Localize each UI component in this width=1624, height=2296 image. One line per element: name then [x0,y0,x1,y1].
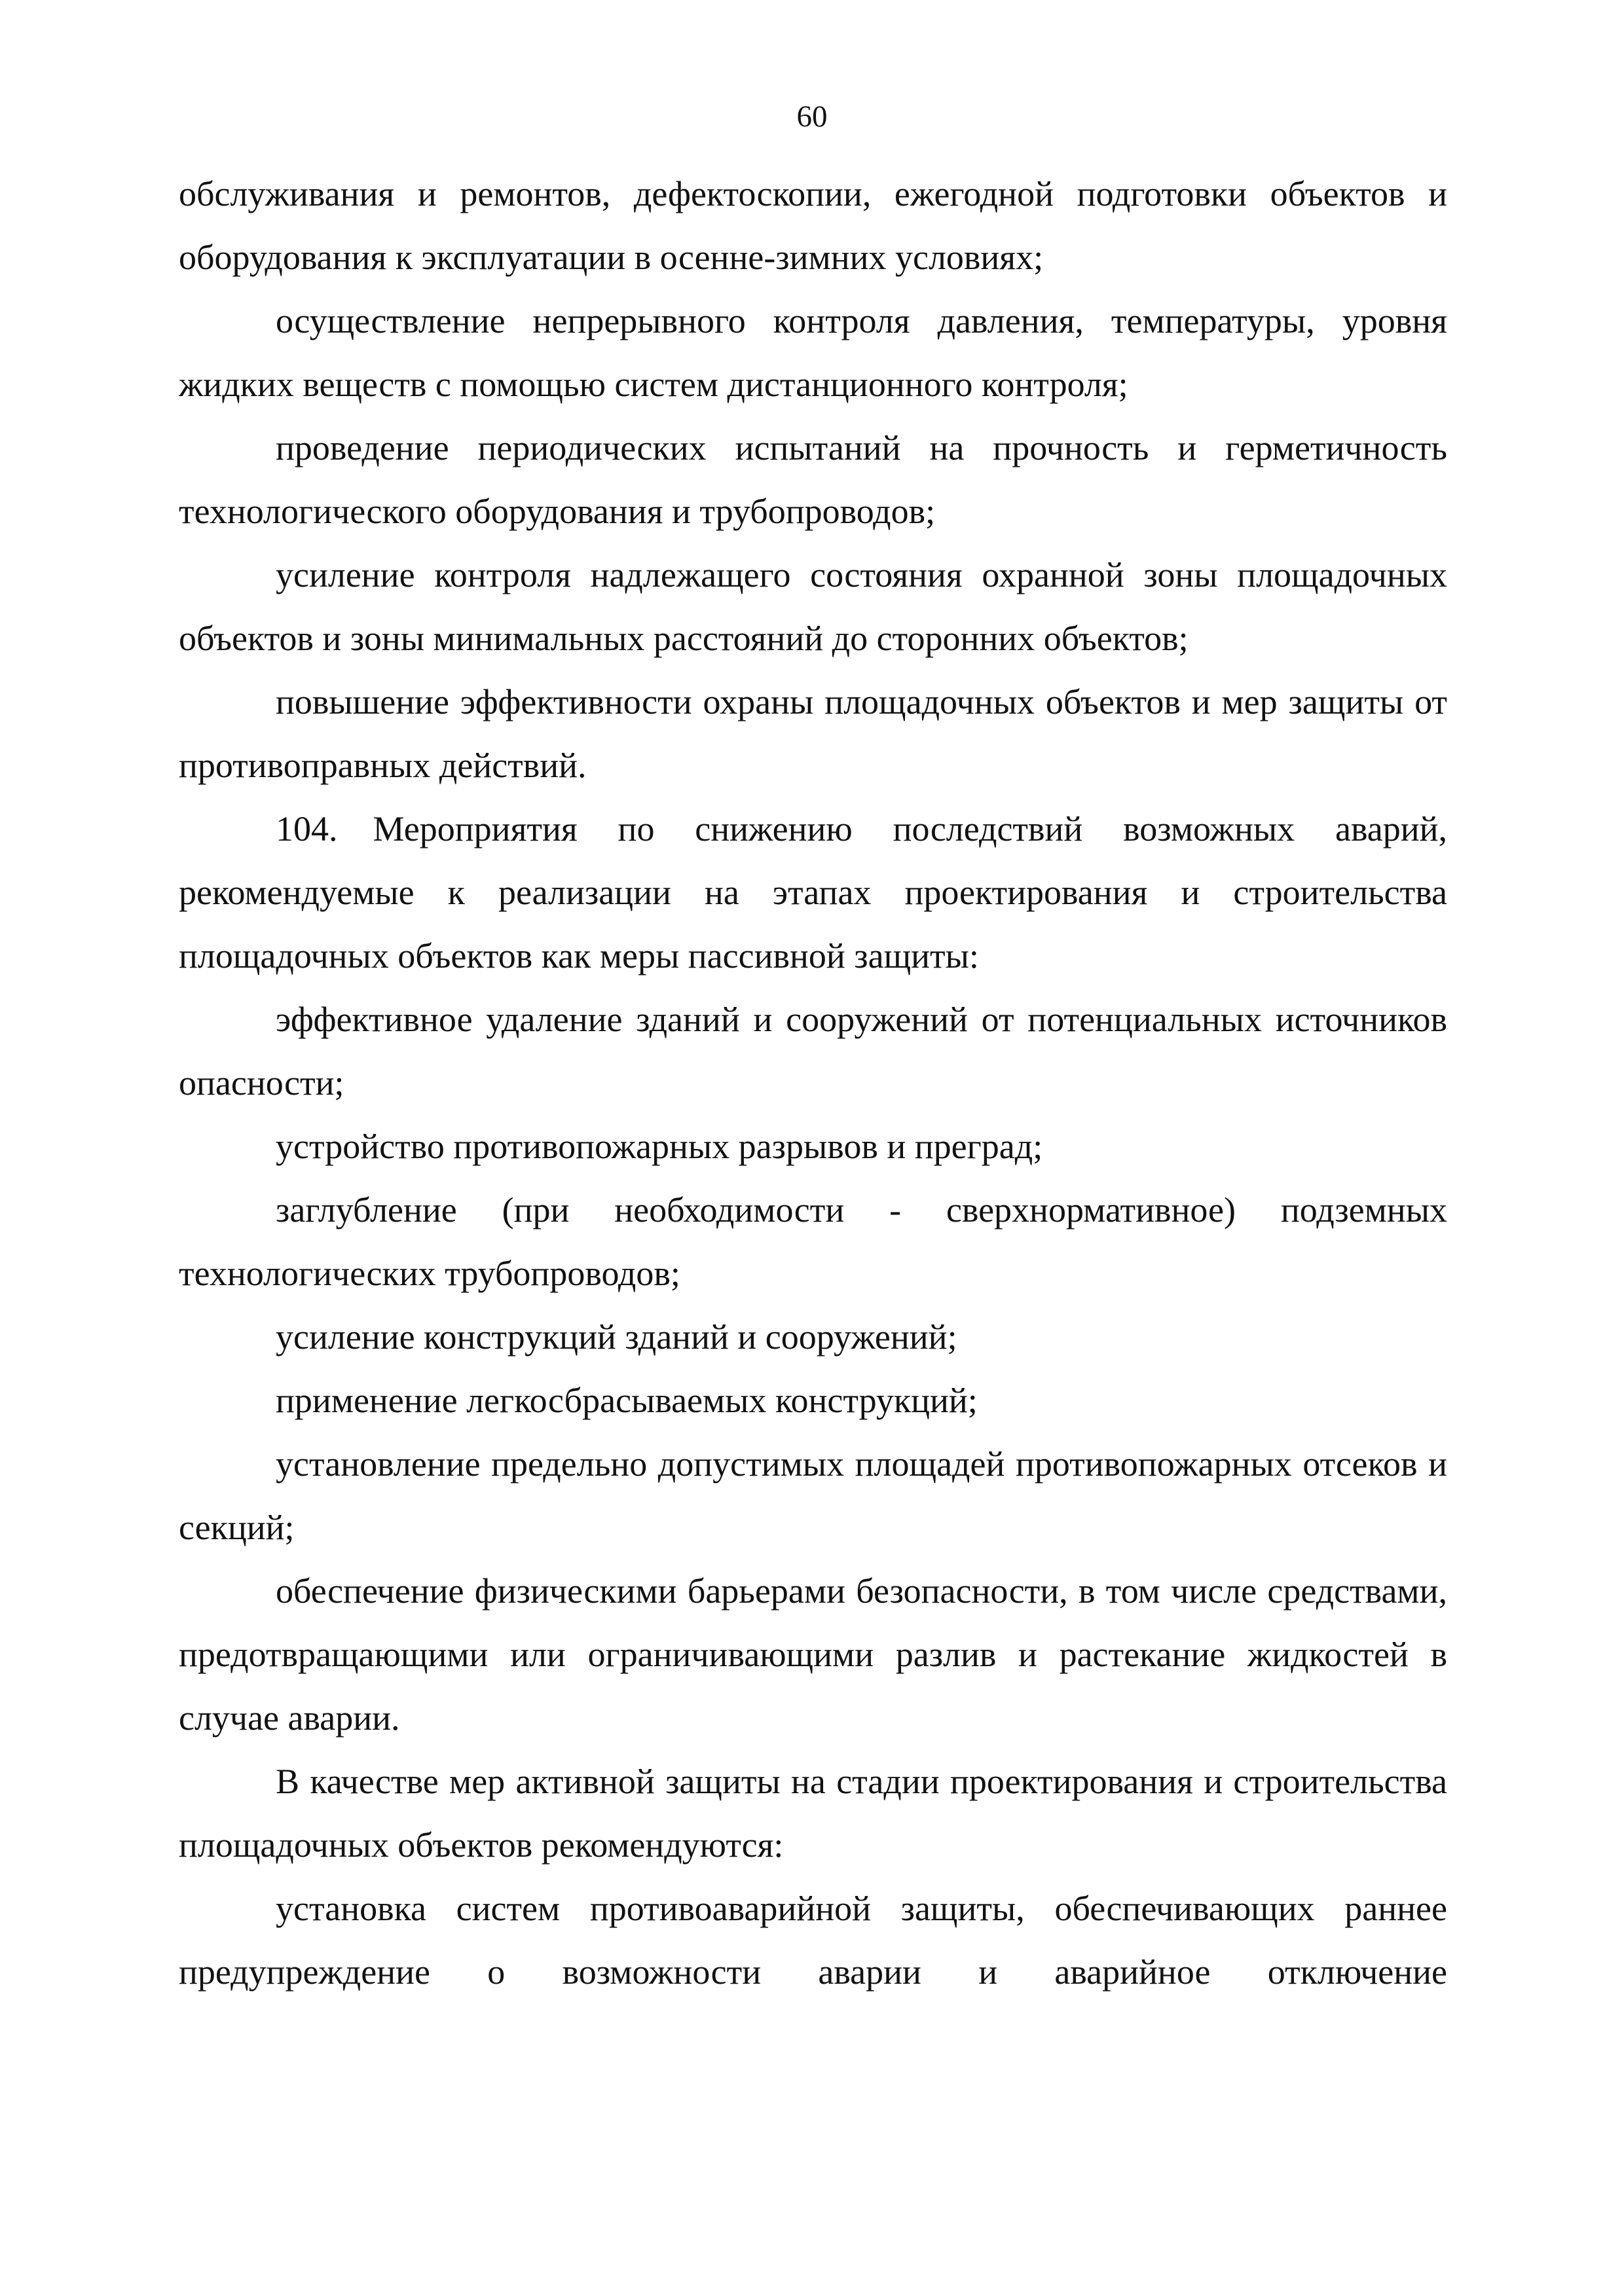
paragraph-list-item: установка систем противоаварийной защиты, обеспечивающих раннее предупреждение о возможности аварии и аварийное отключение [179,1889,1447,1992]
page-number: 60 [796,100,828,134]
paragraph-list-item: осуществление непрерывного контроля давления, температуры, уровня жидких веществ с помощью систем дистанционного контроля; [179,301,1447,404]
paragraph-list-item: установление предельно допустимых площадей противопожарных отсеков и секций; [179,1444,1447,1547]
paragraph-list-item: проведение периодических испытаний на прочность и герметичность технологического оборудования и трубопроводов; [179,428,1447,531]
paragraph-list-item: повышение эффективности охраны площадочных объектов и мер защиты от противоправных действий. [179,682,1447,785]
paragraph-clause-104: 104. Мероприятия по снижению последствий возможных аварий, рекомендуемые к реализации на этапах проектирования и строительства площадочных объектов как меры пассивной защиты: [179,809,1447,975]
paragraph-active-protection: В качестве мер активной защиты на стадии проектирования и строительства площадочных объектов рекомендуются: [179,1762,1447,1865]
paragraph-list-item: применение легкосбрасываемых конструкций; [276,1381,978,1420]
paragraph-list-item: усиление конструкций зданий и сооружений; [276,1317,957,1357]
document-body [179,162,1447,2004]
paragraph-list-item: заглубление (при необходимости - сверхнормативное) подземных технологических трубопроводов; [179,1190,1447,1293]
paragraph-list-item: усиление контроля надлежащего состояния охранной зоны площадочных объектов и зоны минимальных расстояний до сторонних объектов; [179,555,1447,658]
paragraph-list-item: обеспечение физическими барьерами безопасности, в том числе средствами, предотвращающими или ограничивающими разлив и растекание жидкостей в случае аварии. [179,1571,1447,1738]
paragraph-continuation: обслуживания и ремонтов, дефектоскопии, ежегодной подготовки объектов и оборудования к эксплуатации в осенне-зимних условиях; [179,174,1447,277]
paragraph-list-item: эффективное удаление зданий и сооружений от потенциальных источников опасности; [179,1000,1447,1102]
paragraph-list-item: устройство противопожарных разрывов и преград; [276,1127,1043,1166]
